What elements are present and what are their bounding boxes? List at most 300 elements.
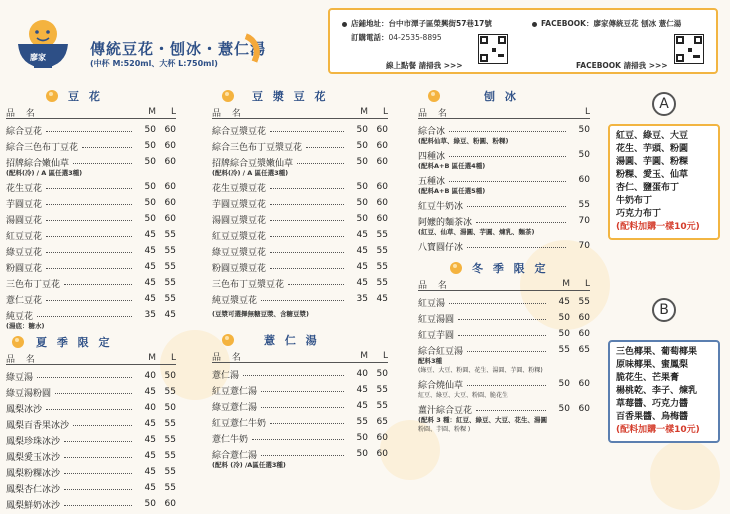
price-l: 60	[164, 198, 176, 208]
leader-dots	[261, 300, 344, 301]
item-name: 綠豆湯粉圓	[6, 388, 52, 399]
price-l: 55	[164, 451, 176, 461]
leader-dots	[476, 410, 546, 411]
price-l: 60	[376, 198, 388, 208]
price-l: 55	[164, 467, 176, 477]
price-m: 50	[144, 182, 156, 192]
item-name: 綠豆豆花	[6, 247, 43, 258]
menu-item	[212, 195, 388, 211]
item-name: 紅豆薏仁牛奶	[212, 418, 267, 429]
price-l: 60	[578, 404, 590, 414]
leader-dots	[252, 439, 344, 440]
price-l: 60	[376, 157, 388, 167]
menu-item	[418, 326, 590, 342]
leader-dots	[449, 303, 546, 304]
price-m: 45	[144, 294, 156, 304]
option-line: 湯圓、芋圓、粉粿	[616, 157, 689, 167]
leader-dots	[73, 425, 132, 426]
fb-label: FACEBOOK：	[541, 19, 594, 28]
leader-dots	[46, 409, 132, 410]
item-name: 花生豆花	[6, 183, 43, 194]
item-name: 五種冰	[418, 176, 446, 187]
column-header: 品 名 M L	[418, 279, 590, 291]
leader-dots	[82, 147, 132, 148]
menu-item	[6, 448, 176, 464]
item-note: (配料 3 種：紅豆、綠豆、大豆、花生、湯圓	[418, 416, 548, 424]
leader-dots	[46, 131, 132, 132]
price-l: 55	[164, 294, 176, 304]
leader-dots	[467, 385, 546, 386]
menu-item	[212, 259, 388, 275]
leader-dots	[261, 455, 344, 456]
item-name: 綜合豆漿豆花	[212, 126, 267, 137]
menu-item	[212, 291, 388, 307]
price-l: 60	[164, 214, 176, 224]
leader-dots	[261, 391, 344, 392]
leader-dots	[46, 252, 132, 253]
option-line: 牛奶布丁	[616, 196, 653, 206]
section-circle-icon	[450, 262, 462, 274]
price-m: 45	[356, 385, 368, 395]
price-m: 45	[144, 483, 156, 493]
item-name: 綜合薏仁湯	[212, 450, 258, 461]
leader-dots	[270, 131, 344, 132]
menu-item	[6, 259, 176, 275]
menu-item	[212, 211, 388, 227]
price-m: 50	[558, 329, 570, 339]
option-line: 杏仁、鹽蛋布丁	[616, 183, 680, 193]
section-circle-icon	[428, 90, 440, 102]
item-name: 芋圓豆漿豆花	[212, 199, 267, 210]
item-note: (配料(冷) / A 區任選3種)	[6, 169, 83, 177]
price-l: 60	[164, 141, 176, 151]
col-soymilk-douhua	[212, 88, 388, 471]
item-note: (配料 (冷) /A區任選3種)	[212, 461, 286, 469]
option-line: 脆花生、芒果膏	[616, 373, 680, 383]
option-line: 草莓醬、巧克力醬	[616, 399, 689, 409]
menu-item	[418, 238, 590, 254]
menu-item	[6, 480, 176, 496]
item-name: 招牌綜合豆漿嫩仙草	[212, 158, 294, 169]
option-line: 三色椰果、葡萄椰果	[616, 347, 698, 357]
price-m: 45	[144, 467, 156, 477]
menu-item	[6, 179, 176, 195]
item-name: 綜合燒仙草	[418, 380, 464, 391]
column-header: 品 名 M L	[212, 107, 388, 119]
price-l: 60	[164, 499, 176, 509]
item-name: 紅豆豆漿豆花	[212, 231, 267, 242]
leader-dots	[270, 220, 344, 221]
price-l: 45	[376, 294, 388, 304]
item-note: (綠豆、大豆、粉圓、花生、湯圓、芋圓、粉粿)	[418, 367, 543, 374]
price-l: 55	[164, 262, 176, 272]
item-name: 四種冰	[418, 151, 446, 162]
line-order-cta: 線上點餐 請掃我 >>>	[386, 61, 463, 70]
menu-item	[212, 414, 388, 430]
price-l: 55	[164, 419, 176, 429]
leader-dots	[64, 489, 132, 490]
bg-decoration	[650, 440, 720, 510]
item-name: 綠豆豆漿豆花	[212, 247, 267, 258]
menu-item	[6, 275, 176, 291]
fb-name: 廖家傳統豆花 刨冰 薏仁湯	[593, 19, 682, 28]
menu-item	[212, 138, 388, 154]
leader-dots	[64, 441, 132, 442]
item-name: 薏仁牛奶	[212, 434, 249, 445]
item-name: 花生豆漿豆花	[212, 183, 267, 194]
price-m: 45	[144, 419, 156, 429]
fb-qr-code[interactable]	[674, 34, 704, 64]
price-m: 50	[558, 313, 570, 323]
item-name: 紅豆牛奶冰	[418, 201, 464, 212]
price-m: 45	[356, 278, 368, 288]
price-m: 50	[144, 214, 156, 224]
price-m: 50	[356, 141, 368, 151]
price-l: 60	[578, 313, 590, 323]
price-l: 60	[376, 125, 388, 135]
menu-item	[6, 243, 176, 259]
price-m: 50	[356, 198, 368, 208]
item-name: 薏仁豆花	[6, 295, 43, 306]
leader-dots	[458, 319, 546, 320]
section-circle-icon	[222, 334, 234, 346]
option-line: 紅豆、綠豆、大豆	[616, 131, 689, 141]
leader-dots	[261, 407, 344, 408]
leader-dots	[46, 220, 132, 221]
menu-item	[212, 366, 388, 382]
price-m: 45	[144, 230, 156, 240]
column-header: 品 名 L	[418, 107, 590, 119]
item-name: 綠豆薏仁湯	[212, 402, 258, 413]
price-m: 50	[356, 449, 368, 459]
price-m: 55	[558, 345, 570, 355]
item-name: 鳳梨鮮奶冰沙	[6, 500, 61, 511]
price-l: 65	[578, 345, 590, 355]
menu-item	[212, 179, 388, 195]
price-m: 40	[144, 403, 156, 413]
item-name: 綜合冰	[418, 126, 446, 137]
item-note: (配料A+B 區任選5種)	[418, 187, 486, 195]
item-name: 鳳梨愛玉冰沙	[6, 452, 61, 463]
column-header: 品 名 M L	[6, 353, 176, 365]
leader-dots	[297, 163, 344, 164]
badge-b: B	[652, 298, 676, 322]
leader-dots	[467, 351, 546, 352]
item-note: (配料(冷) / A 區任選3種)	[212, 169, 289, 177]
item-name: 綜合紅豆湯	[418, 346, 464, 357]
addon-price-note: (配料加購一樣10元)	[616, 425, 700, 435]
price-m: 45	[356, 230, 368, 240]
price-l: 65	[376, 417, 388, 427]
price-m: 50	[356, 157, 368, 167]
price-m: 50	[356, 125, 368, 135]
leader-dots	[37, 316, 132, 317]
item-note: (配料仙草、綠豆、粉圓、粉粿)	[418, 137, 509, 145]
soymilk-footnote: (豆漿可選擇無糖豆漿、含糖豆漿)	[212, 310, 309, 318]
item-name: 鳳梨杏仁冰沙	[6, 484, 61, 495]
item-name: 招牌綜合嫩仙草	[6, 158, 70, 169]
col-douhua	[6, 88, 176, 512]
price-l: 55	[164, 278, 176, 288]
price-l: 60	[376, 141, 388, 151]
brand-title: 傳統豆花・刨冰・薏仁湯	[90, 40, 267, 58]
contact-box	[328, 8, 718, 74]
price-l: 50	[376, 369, 388, 379]
leader-dots	[243, 375, 344, 376]
leader-dots	[73, 163, 132, 164]
price-l: 55	[164, 483, 176, 493]
item-name: 八寶圓仔冰	[418, 242, 464, 253]
price-l: 55	[376, 401, 388, 411]
price-l: 55	[376, 278, 388, 288]
menu-item	[6, 464, 176, 480]
price-m: 35	[356, 294, 368, 304]
price-l: 60	[164, 182, 176, 192]
menu-item	[6, 291, 176, 307]
price-m: 40	[356, 369, 368, 379]
price-l: 50	[164, 403, 176, 413]
leader-dots	[55, 393, 132, 394]
menu-item	[6, 384, 176, 400]
leader-dots	[467, 247, 566, 248]
section-circle-icon	[12, 336, 24, 348]
section-yiren-title: 薏 仁 湯	[212, 332, 388, 348]
price-m: 45	[356, 401, 368, 411]
price-m: 40	[144, 371, 156, 381]
bullet-icon	[342, 22, 347, 27]
price-m: 50	[144, 141, 156, 151]
price-l: 50	[164, 371, 176, 381]
price-m: 50	[144, 157, 156, 167]
item-name: 薑汁綜合豆花	[418, 405, 473, 416]
leader-dots	[449, 131, 566, 132]
leader-dots	[46, 188, 132, 189]
price-l: 55	[164, 435, 176, 445]
price-l: 60	[376, 214, 388, 224]
section-circle-icon	[46, 90, 58, 102]
item-name: 純豆花	[6, 311, 34, 322]
item-name: 綜合三色布丁豆漿豆花	[212, 142, 303, 153]
item-name: 紅豆湯	[418, 298, 446, 309]
item-name: 湯圓豆花	[6, 215, 43, 226]
option-line: 百香果醬、烏梅醬	[616, 412, 689, 422]
line-qr-code[interactable]	[478, 34, 508, 64]
price-l: 70	[578, 216, 590, 226]
price-l: 50	[578, 125, 590, 135]
item-name: 三色布丁豆漿豆花	[212, 279, 285, 290]
price-l: 60	[578, 175, 590, 185]
item-name: 粉圓豆花	[6, 263, 43, 274]
item-note: (湯底：糖水)	[6, 322, 45, 330]
leader-dots	[270, 204, 344, 205]
menu-item	[212, 430, 388, 446]
leader-dots	[64, 284, 132, 285]
menu-item	[212, 382, 388, 398]
menu-item	[6, 195, 176, 211]
leader-dots	[467, 206, 566, 207]
menu-item	[212, 243, 388, 259]
item-name: 鳳梨冰沙	[6, 404, 43, 415]
menu-item	[212, 122, 388, 138]
option-line: 粉粿、愛玉、仙草	[616, 170, 689, 180]
leader-dots	[270, 423, 344, 424]
option-line: 花生、芋頭、粉圓	[616, 144, 689, 154]
price-m: 45	[356, 262, 368, 272]
price-l: 60	[376, 449, 388, 459]
price-l: 55	[376, 246, 388, 256]
menu-item	[6, 496, 176, 512]
leader-dots	[46, 268, 132, 269]
leader-dots	[270, 188, 344, 189]
section-summer-title: 夏 季 限 定	[6, 334, 176, 350]
leader-dots	[270, 268, 344, 269]
leader-dots	[449, 181, 566, 182]
item-name: 紅豆芋圓	[418, 330, 455, 341]
item-note: (配料A+B 區任選4種)	[418, 162, 486, 170]
menu-item	[418, 310, 590, 326]
item-note: 配料3種	[418, 357, 443, 365]
price-l: 60	[376, 182, 388, 192]
price-l: 60	[578, 379, 590, 389]
price-l: 60	[376, 433, 388, 443]
column-header: 品 名 M L	[6, 107, 176, 119]
price-l: 55	[164, 246, 176, 256]
price-m: 45	[144, 246, 156, 256]
item-note: (紅豆、仙草、湯圓、芋圓、煉乳、麵茶)	[418, 228, 535, 236]
item-name: 三色布丁豆花	[6, 279, 61, 290]
section-soymilk-title: 豆 漿 豆 花	[212, 88, 388, 104]
price-l: 55	[376, 230, 388, 240]
price-m: 45	[144, 451, 156, 461]
leader-dots	[37, 377, 132, 378]
leader-dots	[270, 252, 344, 253]
item-note: 紅豆、綠豆、大豆、粉圓、脆花生	[418, 392, 509, 399]
options-a-box	[608, 124, 720, 240]
leader-dots	[270, 236, 344, 237]
menu-item	[6, 211, 176, 227]
phone: 04-2535-8895	[388, 33, 442, 42]
section-douhua-title: 豆 花	[6, 88, 176, 104]
leader-dots	[64, 505, 132, 506]
price-m: 45	[144, 278, 156, 288]
menu-item	[6, 400, 176, 416]
item-name: 綜合三色布丁豆花	[6, 142, 79, 153]
logo-bowl-icon	[14, 14, 72, 72]
item-name: 鳳梨百香果冰沙	[6, 420, 70, 431]
column-header: 品 名 M L	[212, 351, 388, 363]
price-m: 50	[558, 379, 570, 389]
menu-item	[6, 416, 176, 432]
item-name: 粉圓豆漿豆花	[212, 263, 267, 274]
leader-dots	[458, 335, 546, 336]
price-m: 45	[144, 262, 156, 272]
bullet-icon	[532, 22, 537, 27]
menu-item	[6, 122, 176, 138]
price-l: 70	[578, 241, 590, 251]
addon-price-note: (配料加購一樣10元)	[616, 222, 700, 232]
leader-dots	[46, 300, 132, 301]
menu-item	[6, 368, 176, 384]
leader-dots	[64, 473, 132, 474]
option-line: 巧克力布丁	[616, 209, 662, 219]
price-l: 55	[578, 297, 590, 307]
price-m: 50	[356, 214, 368, 224]
price-l: 55	[164, 230, 176, 240]
section-circle-icon	[222, 90, 234, 102]
item-note: 粉圓、芋圓、粉粿 )	[418, 426, 471, 433]
leader-dots	[288, 284, 344, 285]
leader-dots	[306, 147, 344, 148]
item-name: 薏仁湯	[212, 370, 240, 381]
cup-sizes: (中杯 M:520ml、大杯 L:750ml)	[90, 59, 218, 68]
badge-a: A	[652, 92, 676, 116]
leader-dots	[46, 204, 132, 205]
price-l: 60	[164, 157, 176, 167]
item-name: 鳳梨粉粿冰沙	[6, 468, 61, 479]
col-shaved-ice	[418, 88, 590, 435]
leader-dots	[64, 457, 132, 458]
menu-item	[212, 275, 388, 291]
leader-dots	[46, 236, 132, 237]
address-label: 店鋪地址：	[351, 19, 389, 28]
price-l: 50	[578, 150, 590, 160]
price-m: 45	[356, 246, 368, 256]
logo-text: 廖家	[30, 53, 46, 62]
options-b-box	[608, 340, 720, 443]
menu-item	[212, 398, 388, 414]
item-name: 紅豆薏仁湯	[212, 386, 258, 397]
item-name: 湯圓豆漿豆花	[212, 215, 267, 226]
leader-dots	[476, 222, 566, 223]
price-m: 50	[558, 404, 570, 414]
price-l: 60	[164, 125, 176, 135]
menu-item	[418, 294, 590, 310]
price-m: 45	[558, 297, 570, 307]
price-l: 55	[164, 387, 176, 397]
menu-item	[418, 197, 590, 213]
item-name: 綜合豆花	[6, 126, 43, 137]
section-ice-title: 刨 冰	[418, 88, 590, 104]
menu-item	[6, 227, 176, 243]
price-m: 50	[356, 433, 368, 443]
price-l: 55	[578, 200, 590, 210]
price-m: 45	[144, 435, 156, 445]
item-name: 鳳梨珍珠冰沙	[6, 436, 61, 447]
price-m: 55	[356, 417, 368, 427]
price-m: 45	[144, 387, 156, 397]
menu-item	[6, 432, 176, 448]
address: 台中市潭子區榮興街57巷17號	[388, 19, 492, 28]
section-winter-title: 冬 季 限 定	[418, 260, 590, 276]
price-m: 50	[144, 198, 156, 208]
option-line: 楊桃乾、李子、煉乳	[616, 386, 698, 396]
price-l: 55	[376, 385, 388, 395]
item-name: 綠豆湯	[6, 372, 34, 383]
price-m: 50	[144, 499, 156, 509]
item-name: 芋圓豆花	[6, 199, 43, 210]
phone-label: 訂購電話：	[351, 33, 389, 42]
header	[0, 0, 730, 80]
menu-item	[212, 227, 388, 243]
price-m: 50	[356, 182, 368, 192]
menu-item	[6, 138, 176, 154]
item-name: 阿嬤的麵茶冰	[418, 217, 473, 228]
item-name: 紅豆湯圓	[418, 314, 455, 325]
price-m: 50	[144, 125, 156, 135]
fb-cta: FACEBOOK 請掃我 >>>	[576, 61, 668, 70]
price-m: 35	[144, 310, 156, 320]
price-l: 60	[578, 329, 590, 339]
